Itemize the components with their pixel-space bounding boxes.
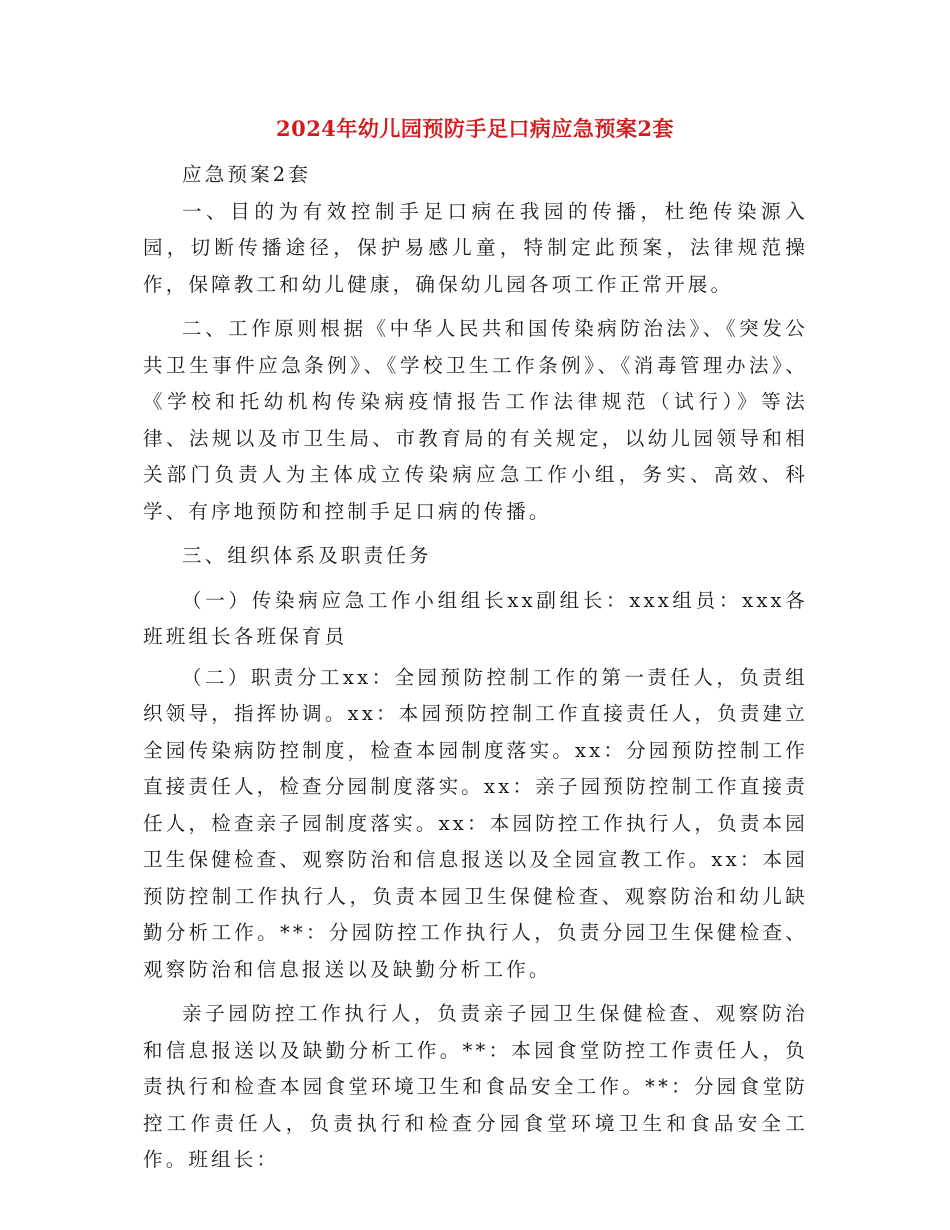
paragraph-responsibilities: （二）职责分工xx：全园预防控制工作的第一责任人，负责组织领导，指挥协调。xx：本园预防控制工作直接责任人，负责建立全园传染病防控制度，检查本园制度落实。xx：分园预防控制工作直接责任人，检查分园制度落实。xx：亲子园预防控制工作直接责任人，检查亲子园制度落实。xx：本园防控工作执行人，负责本园卫生保健检查、观察防治和信息报送以及全园宣教工作。xx：本园预防控制工作执行人，负责本园卫生保健检查、观察防治和幼儿缺勤分析工作。**：分园防控工作执行人，负责分园卫生保健检查、观察防治和信息报送以及缺勤分析工作。 [143,665,808,981]
paragraph-emergency-team: （一）传染病应急工作小组组长xx副组长：xxx组员：xxx各班班组长各班保育员 [143,588,808,648]
paragraph-organization-heading: 三、组织体系及职责任务 [182,544,432,567]
paragraph-subtitle: 应急预案2套 [182,163,312,186]
document-title: 2024年幼儿园预防手足口病应急预案2套 [275,116,675,141]
document-body [143,157,808,1179]
paragraph-principles: 二、工作原则根据《中华人民共和国传染病防治法》、《突发公共卫生事件应急条例》、《学校卫生工作条例》、《消毒管理办法》、《学校和托幼机构传染病疫情报告工作法律规范（试行）》等法律、法规以及市卫生局、市教育局的有关规定，以幼儿园领导和相关部门负责人为主体成立传染病应急工作小组，务实、高效、科学、有序地预防和控制手足口病的传播。 [143,317,808,523]
paragraph-purpose: 一、目的为有效控制手足口病在我园的传播，杜绝传染源入园，切断传播途径，保护易感儿童，特制定此预案，法律规范操作，保障教工和幼儿健康，确保幼儿园各项工作正常开展。 [143,199,808,296]
paragraph-responsibilities-continued: 亲子园防控工作执行人，负责亲子园卫生保健检查、观察防治和信息报送以及缺勤分析工作。**：本园食堂防控工作责任人，负责执行和检查本园食堂环境卫生和食品安全工作。**：分园食堂防控工作责任人，负责执行和检查分园食堂环境卫生和食品安全工作。班组长： [143,1002,808,1171]
